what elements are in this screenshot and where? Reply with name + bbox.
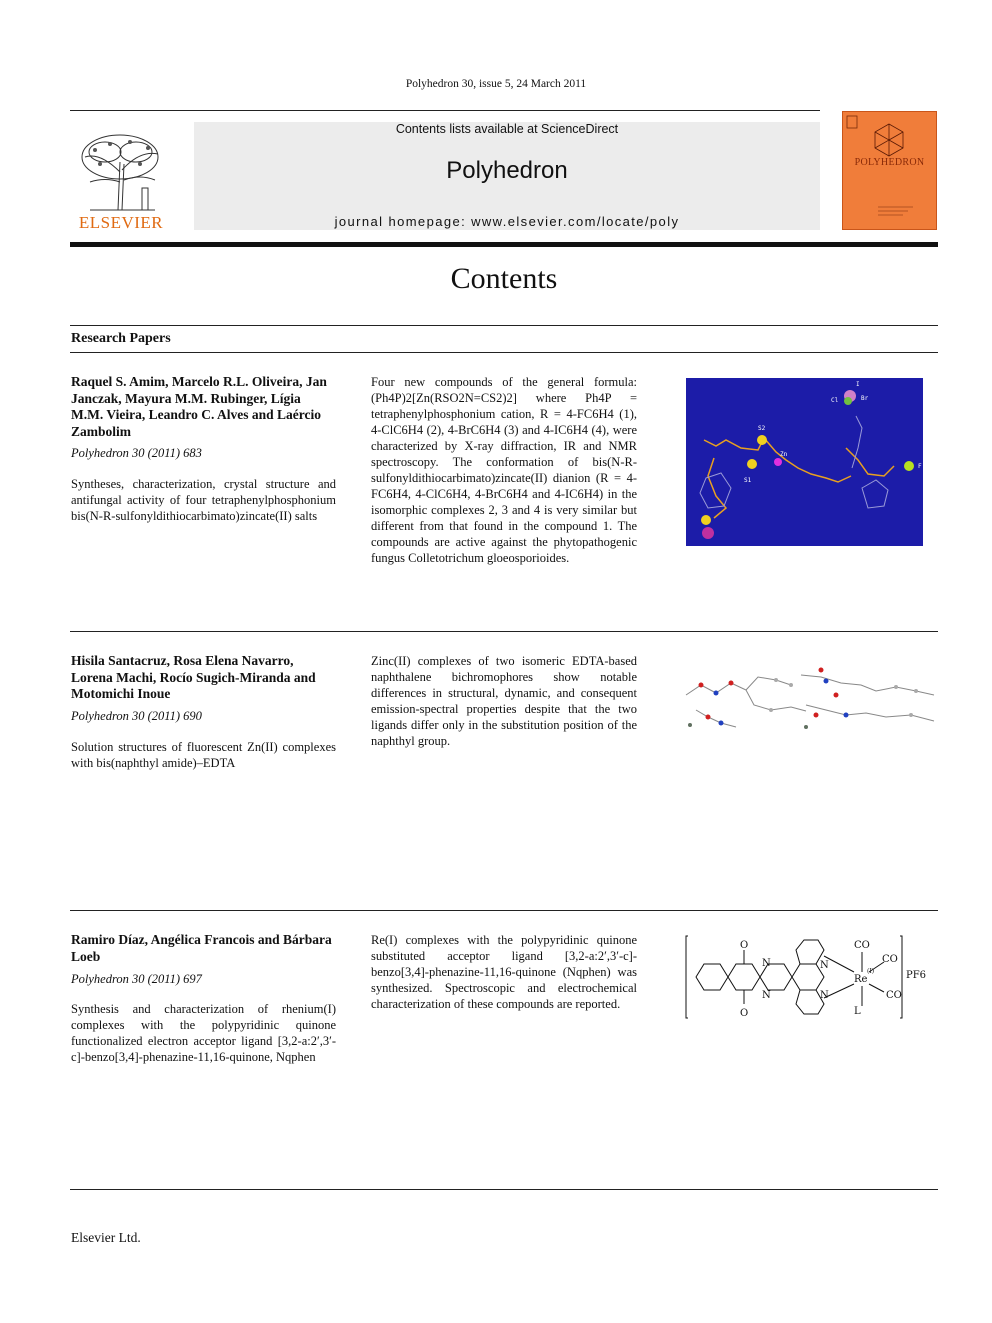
section-rule-bottom — [70, 352, 938, 353]
article-1-crystal-structure-figure — [686, 378, 951, 546]
journal-homepage-link[interactable]: journal homepage: www.elsevier.com/locate/poly — [334, 214, 680, 229]
fig3-label-co3: CO — [886, 990, 902, 1001]
journal-name: Polyhedron — [446, 157, 568, 184]
fig1-label-cl: Cl — [831, 397, 839, 404]
fig1-label-s2: S2 — [758, 425, 766, 432]
fig3-label-n3: N — [820, 960, 829, 971]
fig1-label-s1: S1 — [744, 477, 752, 484]
fig3-label-pf6: PF6 — [906, 970, 927, 981]
fig3-label-o-top: O — [740, 940, 749, 951]
article-divider-1 — [70, 631, 938, 632]
article-1-citation[interactable]: Polyhedron 30 (2011) 683 — [71, 446, 202, 460]
fig3-label-n4: N — [820, 990, 829, 1001]
section-heading: Research Papers — [71, 331, 171, 346]
article-2-molecular-structures-figure — [676, 655, 938, 740]
header-thick-rule — [70, 242, 938, 247]
fig1-label-zn: Zn — [780, 451, 788, 458]
fig3-label-n2: N — [762, 990, 771, 1001]
article-3-nqphen-structure-figure — [684, 932, 938, 1022]
header-rule — [70, 110, 820, 111]
sciencedirect-line: Contents lists available at ScienceDirect — [395, 122, 619, 136]
article-3-title[interactable]: Synthesis and characterization of rhenium(I) complexes with the polypyridinic quinone functionalized electron acceptor ligand [3,2-a:2′,3′-c]-benzo[3,4]-phenazine-11,16-quinone, Nqphen — [71, 1002, 336, 1064]
article-3-abstract: Re(I) complexes with the polypyridinic quinone substituted acceptor ligand [3,2-a:2′,3′-c]-benzo[3,4]-phenazine-11,16-quinone (Nqphen) was synthesized. Spectroscopic and electrochemical characterization of these compounds are reported. — [371, 933, 637, 1011]
article-1-authors: Raquel S. Amim, Marcelo R.L. Oliveira, Jan Janczak, Mayura M.M. Rubinger, Lígia M.M. Vieira, Leandro C. Alves and Laércio Zambolim — [71, 374, 327, 439]
fig1-label-i: I — [856, 381, 860, 388]
fig3-label-n1: N — [762, 958, 771, 969]
article-2-citation[interactable]: Polyhedron 30 (2011) 690 — [71, 709, 202, 723]
fig3-label-oxidation: (I) — [867, 968, 875, 975]
footer-publisher: Elsevier Ltd. — [71, 1230, 141, 1245]
page-title: Contents — [450, 262, 558, 295]
cover-title: POLYHEDRON — [854, 157, 925, 168]
issue-line: Polyhedron 30, issue 5, 24 March 2011 — [405, 78, 587, 90]
fig3-label-l: L — [854, 1006, 861, 1017]
article-divider-2 — [70, 910, 938, 911]
elsevier-wordmark: ELSEVIER — [78, 213, 164, 232]
fig3-label-o-bottom: O — [740, 1008, 749, 1019]
article-2-abstract: Zinc(II) complexes of two isomeric EDTA-based naphthalene bichromophores show notable differences in structural, dynamic, and consequent emission-spectral properties despite that the two ligands differ only in the substitution position of the naphthyl group. — [371, 654, 637, 748]
article-3-authors: Ramiro Díaz, Angélica Francois and Bárbara Loeb — [71, 932, 332, 964]
fig3-label-re: Re — [854, 974, 868, 985]
article-2-title[interactable]: Solution structures of fluorescent Zn(II) complexes with bis(naphthyl amide)–EDTA — [71, 740, 336, 770]
article-1-title[interactable]: Syntheses, characterization, crystal structure and antifungal activity of four tetraphenylphosphonium bis(N-R-sulfonyldithiocarbimato)zincate(II) salts — [71, 477, 336, 523]
fig3-label-co1: CO — [854, 940, 870, 951]
article-2-authors: Hisila Santacruz, Rosa Elena Navarro, Lorena Machi, Rocío Sugich-Miranda and Motomichi Inoue — [71, 653, 316, 701]
fig3-label-co2: CO — [882, 954, 898, 965]
article-3-citation[interactable]: Polyhedron 30 (2011) 697 — [71, 972, 202, 986]
fig1-label-f: F — [918, 463, 922, 470]
article-divider-3 — [70, 1189, 938, 1190]
cover-polyhedron-icon — [843, 112, 936, 229]
fig1-label-br: Br — [861, 395, 869, 402]
journal-cover-thumbnail — [842, 111, 937, 230]
article-1-abstract: Four new compounds of the general formula: (Ph4P)2[Zn(RSO2N=CS2)2] where Ph4P = tetraphenylphosphonium cation, R = 4-FC6H4 (1), 4-ClC6H4 (2), 4-BrC6H4 (3) and 4-IC6H4 (4), were characterized by X-ray diffraction, IR and NMR spectroscopy. The conformation of bis(N-R-sulfonyldithiocarbimato)zincate(II) dianion (R = 4-FC6H4, 4-ClC6H4, 4-BrC6H4 and 4-IC6H4) in the isomorphic complexes 2, 3 and 4 is very similar but different from that found in the compound 1. The compounds are active against the phytopathogenic fungus Colletotrichum gloeosporioides. — [371, 375, 637, 565]
section-rule-top — [70, 325, 938, 326]
